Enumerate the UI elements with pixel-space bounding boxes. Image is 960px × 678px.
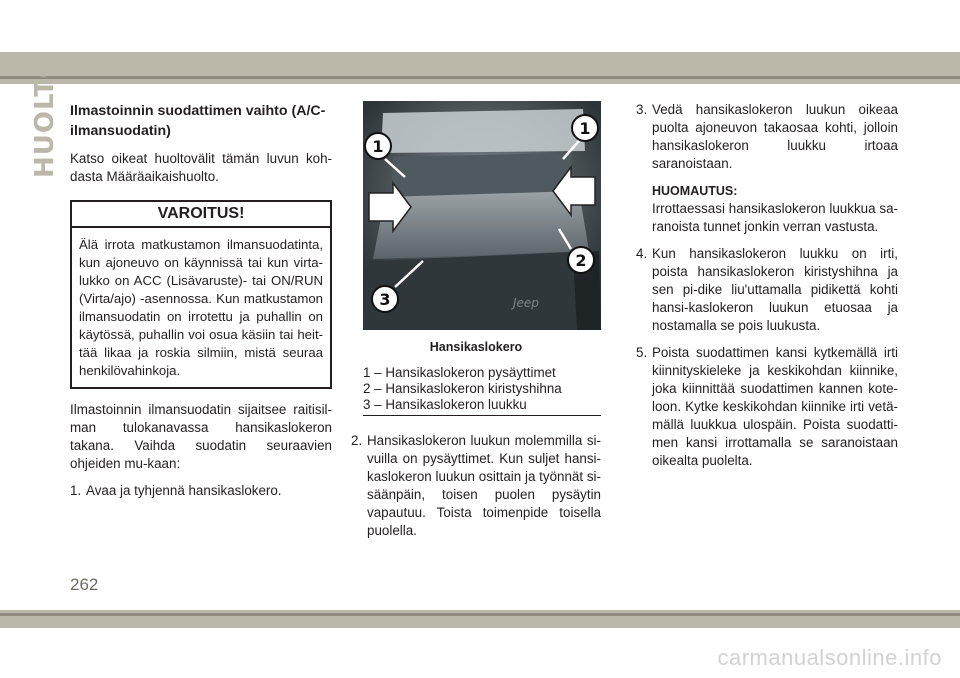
step-text: Avaa ja tyhjennä hansikaslokero. bbox=[86, 483, 282, 498]
intro-paragraph: Katso oikeat huoltovälit tämän luvun koh-dasta Määräaikaishuolto. bbox=[70, 151, 332, 184]
glovebox-photo bbox=[363, 101, 601, 330]
glovebox-illustration bbox=[363, 101, 601, 330]
step-1 bbox=[70, 482, 332, 500]
legend-item: 1 – Hansikaslokeron pysäyttimet bbox=[363, 365, 556, 380]
jeep-logo: Jeep bbox=[513, 296, 539, 310]
column-right bbox=[636, 101, 898, 479]
callout-1-left bbox=[365, 133, 391, 159]
note-text: Irrottaessasi hansikaslokeron luukkua sa-ranoista tunnet jonkin verran vastusta. bbox=[652, 201, 898, 234]
step-number: 5. bbox=[636, 345, 648, 360]
svg-text:1: 1 bbox=[372, 137, 384, 156]
step-text: Hansikaslokeron luukun molemmilla si-vuilla on pysäyttimet. Kun suljet hansi-kaslokeron luukun osittain ja työnnät si-säänpäin, toisen puolen pysäytin vapautuu. Toista toimenpide toisella puolella. bbox=[367, 433, 601, 538]
header-band bbox=[0, 52, 960, 84]
svg-text:1: 1 bbox=[579, 119, 591, 138]
step-4 bbox=[636, 245, 898, 335]
callout-2 bbox=[568, 247, 594, 273]
step-text: Poista suodattimen kansi kytkemällä irti kiinnityskieleke ja keskikohdan kiinnike, joka kiinnittää suodattimen kannen kote-loon. Kytke keskikohdan kiinnike irti vetä-mällä luukkua ulospäin. Poista suodatti-men kansi irrottamalla se saranoistaan oikealta puolelta. bbox=[652, 345, 898, 468]
warning-text: Älä irrota matkustamon ilmansuodatinta, kun ajoneuvo on käynnissä tai kun virta-lukko on ACC (Lisävaruste)- tai ON/RUN (Virta/ajo) -asennossa. Kun matkustamon ilmansuodatin on irrotettu ja puhallin on käytössä, puhallin voi osua käsiin tai heit-tää likaa ja roskia silmiin, mistä seuraa henkilövahinkoja. bbox=[79, 237, 323, 378]
figure-title: Hansikaslokero bbox=[429, 340, 523, 354]
warning-title: VAROITUS! bbox=[72, 202, 330, 228]
step-text: Kun hansikaslokeron luukku on irti, poista hansikaslokeron kiristyshihna ja sen pi-dike liu'uttamalla pidikettä kohti hansi-kaslokeron luukun etuosaa ja nostamalla se pois luukusta. bbox=[652, 246, 898, 333]
note-label: HUOMAUTUS: bbox=[652, 184, 738, 198]
step-number: 4. bbox=[636, 246, 648, 261]
footer-band bbox=[0, 610, 960, 628]
svg-text:3: 3 bbox=[379, 290, 391, 309]
section-side-tab: HUOLTO bbox=[30, 54, 60, 178]
location-paragraph: Ilmastoinnin ilmansuodatin sijaitsee raitisil-man tulokanavassa hansikaslokeron takana. Vaihda suodatin seuraavien ohjeiden mu-kaan: bbox=[70, 402, 332, 471]
step-number: 1. bbox=[70, 483, 82, 498]
step-5 bbox=[636, 344, 898, 470]
callout-3 bbox=[372, 286, 398, 312]
figure-legend bbox=[363, 365, 601, 416]
header-stripe bbox=[0, 76, 960, 79]
footer-stripe bbox=[0, 613, 960, 616]
step-3 bbox=[636, 101, 898, 173]
step-2 bbox=[351, 432, 601, 540]
step-number: 2. bbox=[351, 433, 363, 448]
warning-box bbox=[70, 200, 332, 389]
page-number: 262 bbox=[70, 575, 99, 594]
step-number: 3. bbox=[636, 102, 648, 117]
legend-item: 3 – Hansikaslokeron luukku bbox=[363, 397, 527, 412]
section-heading: Ilmastoinnin suodattimen vaihto (A/C-ilmansuodatin) bbox=[70, 103, 326, 139]
legend-item: 2 – Hansikaslokeron kiristyshihna bbox=[363, 381, 562, 396]
column-left bbox=[70, 101, 332, 509]
step-text: Vedä hansikaslokeron luukun oikeaa puolta ajoneuvon takaosaa kohti, jolloin hansikaslokeron luukku irtoaa saranoistaan. bbox=[652, 102, 898, 171]
watermark: carmanualsonline.info bbox=[717, 645, 942, 670]
svg-text:2: 2 bbox=[575, 251, 587, 270]
note-block bbox=[636, 182, 898, 236]
callout-1-right bbox=[572, 115, 598, 141]
column-middle bbox=[351, 101, 601, 549]
